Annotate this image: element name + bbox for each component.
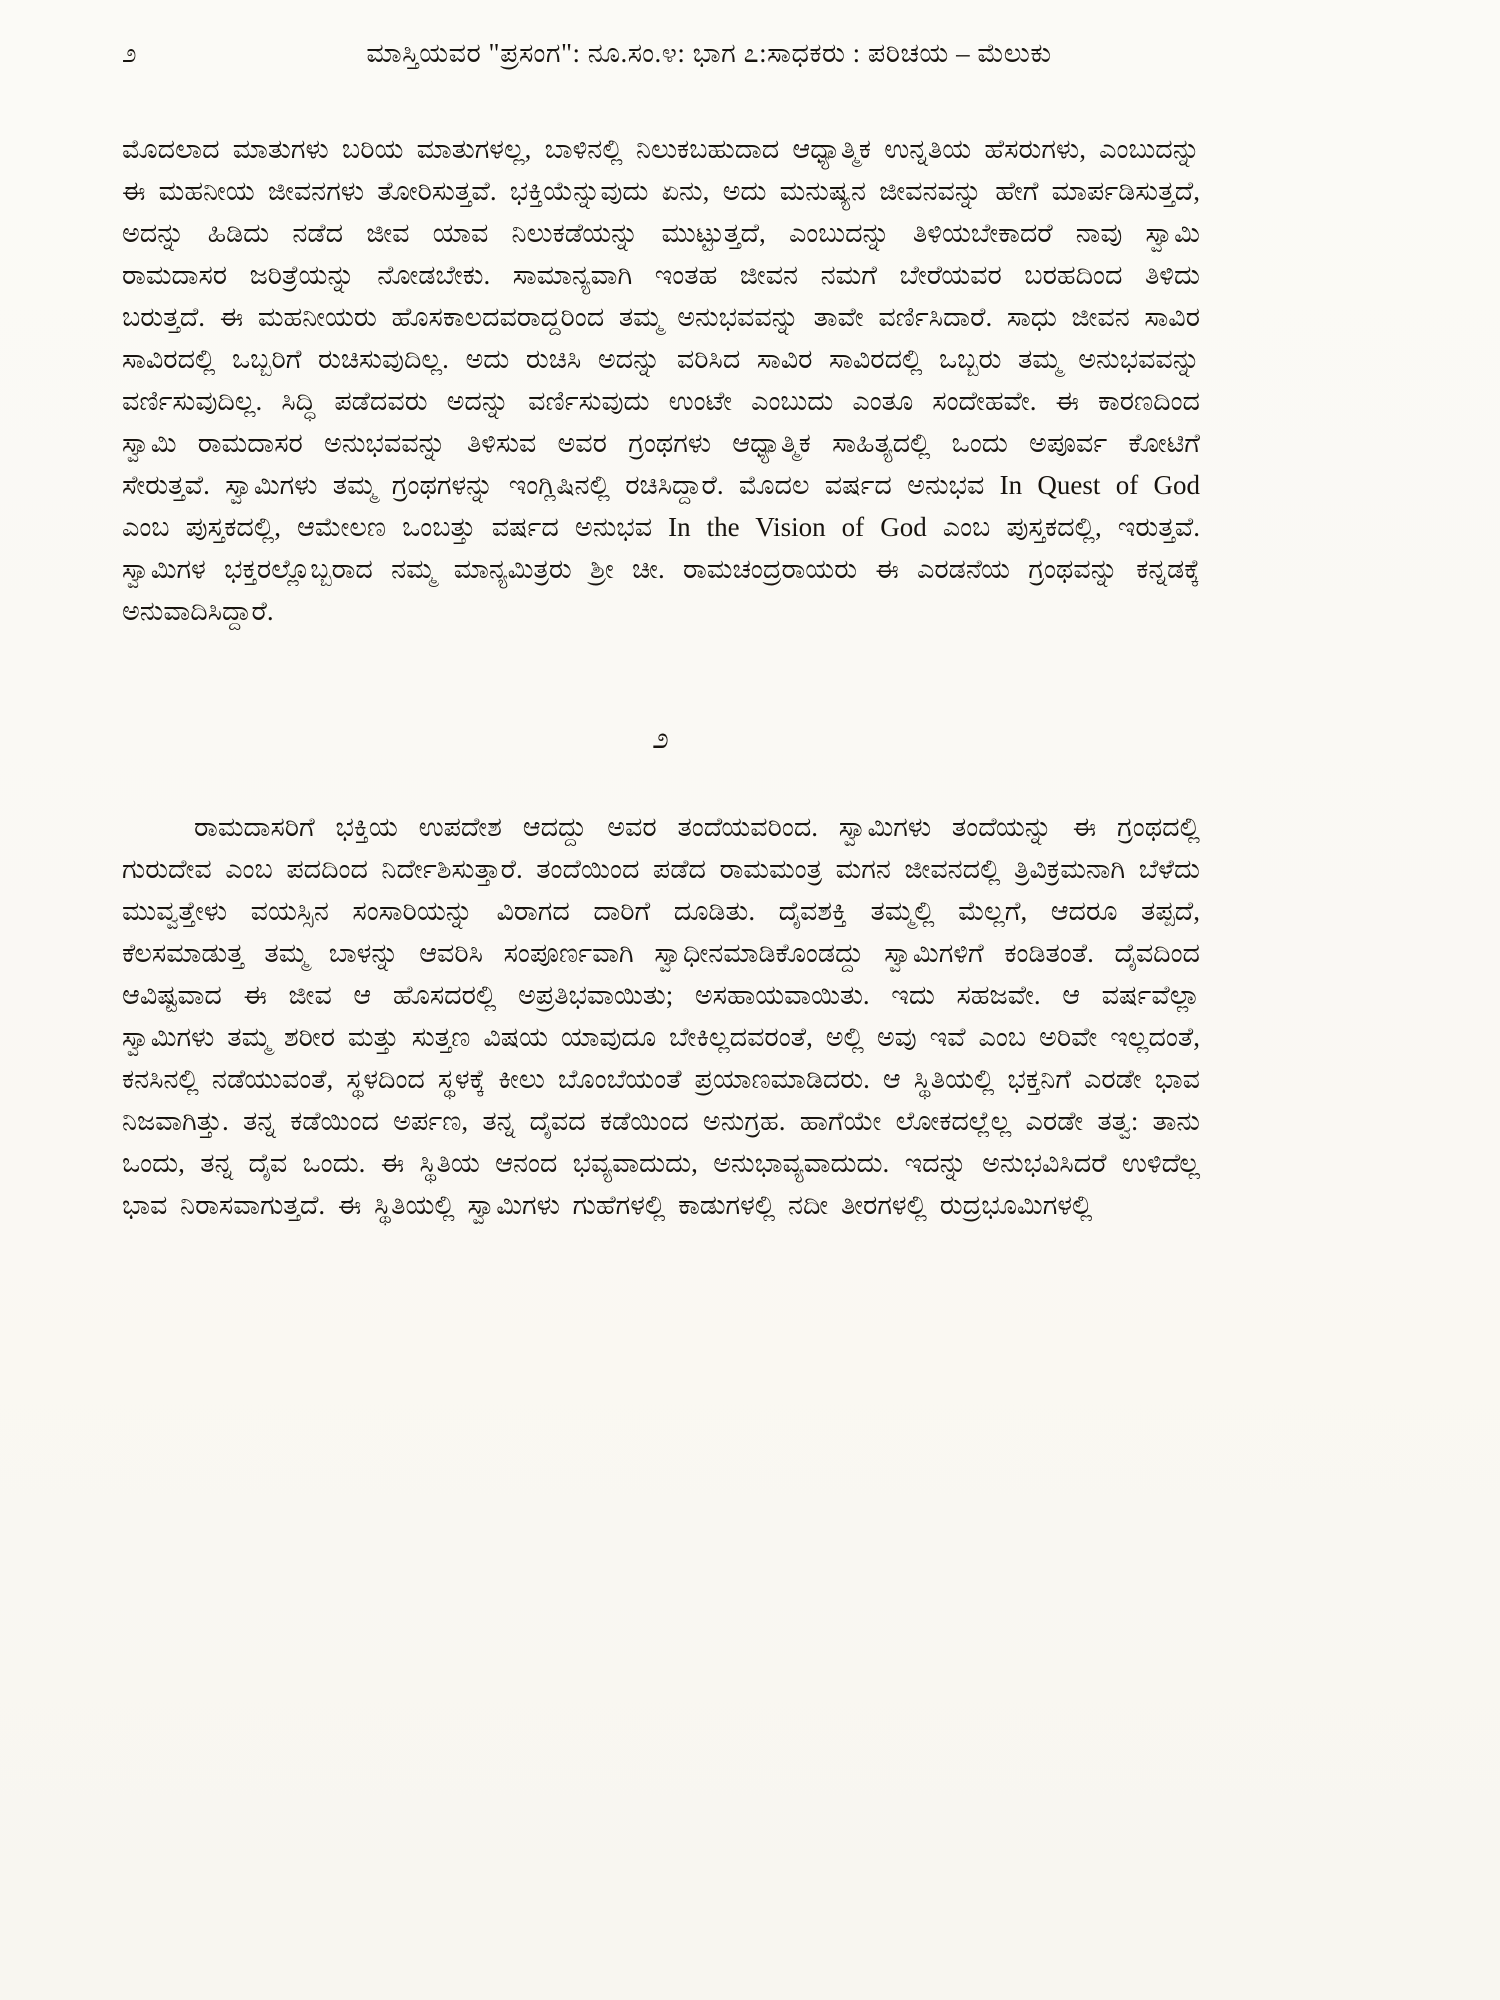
section-number-marker: ೨ (652, 722, 670, 755)
running-header (122, 38, 1200, 70)
page-body-text (122, 128, 1200, 1226)
running-header-title: ಮಾಸ್ತಿಯವರ "ಪ್ರಸಂಗ": ನೂ.ಸಂ.೪: ಭಾಗ ೭:ಸಾಧಕರು : ಪರಿಚಯ – ಮೆಲುಕು (366, 38, 1052, 68)
paragraph-1: ಮೊದಲಾದ ಮಾತುಗಳು ಬರಿಯ ಮಾತುಗಳಲ್ಲ, ಬಾಳಿನಲ್ಲಿ ನಿಲುಕಬಹುದಾದ ಆಧ್ಯಾತ್ಮಿಕ ಉನ್ನತಿಯ ಹೆಸರುಗಳು, ಎಂಬುದನ್ನು ಈ ಮಹನೀಯ ಜೀವನಗಳು ತೋರಿಸುತ್ತವೆ. ಭಕ್ತಿಯೆನ್ನುವುದು ಏನು, ಅದು ಮನುಷ್ಯನ ಜೀವನವನ್ನು ಹೇಗೆ ಮಾರ್ಪಡಿಸುತ್ತದೆ, ಅದನ್ನು ಹಿಡಿದು ನಡೆದ ಜೀವ ಯಾವ ನಿಲುಕಡೆಯನ್ನು ಮುಟ್ಟುತ್ತದೆ, ಎಂಬುದನ್ನು ತಿಳಿಯಬೇಕಾದರೆ ನಾವು ಸ್ವಾಮಿ ರಾಮದಾಸರ ಜರಿತ್ರೆಯನ್ನು ನೋಡಬೇಕು. ಸಾಮಾನ್ಯವಾಗಿ ಇಂತಹ ಜೀವನ ನಮಗೆ ಬೇರೆಯವರ ಬರಹದಿಂದ ತಿಳಿದು ಬರುತ್ತದೆ. ಈ ಮಹನೀಯರು ಹೊಸಕಾಲದವರಾದ್ದರಿಂದ ತಮ್ಮ ಅನುಭವವನ್ನು ತಾವೇ ವರ್ಣಿಸಿದಾರೆ. ಸಾಧು ಜೀವನ ಸಾವಿರ ಸಾವಿರದಲ್ಲಿ ಒಬ್ಬರಿಗೆ ರುಚಿಸುವುದಿಲ್ಲ. ಅದು ರುಚಿಸಿ ಅದನ್ನು ವರಿಸಿದ ಸಾವಿರ ಸಾವಿರದಲ್ಲಿ ಒಬ್ಬರು ತಮ್ಮ ಅನುಭವವನ್ನು ವರ್ಣಿಸುವುದಿಲ್ಲ. ಸಿದ್ಧಿ ಪಡೆದವರು ಅದನ್ನು ವರ್ಣಿಸುವುದು ಉಂಟೇ ಎಂಬುದು ಎಂತೂ ಸಂದೇಹವೇ. ಈ ಕಾರಣದಿಂದ ಸ್ವಾಮಿ ರಾಮದಾಸರ ಅನುಭವವನ್ನು ತಿಳಿಸುವ ಅವರ ಗ್ರಂಥಗಳು ಆಧ್ಯಾತ್ಮಿಕ ಸಾಹಿತ್ಯದಲ್ಲಿ ಒಂದು ಅಪೂರ್ವ ಕೋಟಿಗೆ ಸೇರುತ್ತವೆ. ಸ್ವಾಮಿಗಳು ತಮ್ಮ ಗ್ರಂಥಗಳನ್ನು ಇಂಗ್ಲಿಷಿನಲ್ಲಿ ರಚಿಸಿದ್ದಾರೆ. ಮೊದಲ ವರ್ಷದ ಅನುಭವ In Quest of God ಎಂಬ ಪುಸ್ತಕದಲ್ಲಿ, ಆಮೇಲಣ ಒಂಬತ್ತು ವರ್ಷದ ಅನುಭವ In the Vision of God ಎಂಬ ಪುಸ್ತಕದಲ್ಲಿ, ಇರುತ್ತವೆ. ಸ್ವಾಮಿಗಳ ಭಕ್ತರಲ್ಲೊಬ್ಬರಾದ ನಮ್ಮ ಮಾನ್ಯಮಿತ್ರರು ಶ್ರೀ ಚೀ. ರಾಮಚಂದ್ರರಾಯರು ಈ ಎರಡನೆಯ ಗ್ರಂಥವನ್ನು ಕನ್ನಡಕ್ಕೆ ಅನುವಾದಿಸಿದ್ದಾರೆ. (122, 134, 1200, 626)
paragraph-2: ರಾಮದಾಸರಿಗೆ ಭಕ್ತಿಯ ಉಪದೇಶ ಆದದ್ದು ಅವರ ತಂದೆಯವರಿಂದ. ಸ್ವಾಮಿಗಳು ತಂದೆಯನ್ನು ಈ ಗ್ರಂಥದಲ್ಲಿ ಗುರುದೇವ ಎಂಬ ಪದದಿಂದ ನಿರ್ದೇಶಿಸುತ್ತಾರೆ. ತಂದೆಯಿಂದ ಪಡೆದ ರಾಮಮಂತ್ರ ಮಗನ ಜೀವನದಲ್ಲಿ ತ್ರಿವಿಕ್ರಮನಾಗಿ ಬೆಳೆದು ಮುವ್ವತ್ತೇಳು ವಯಸ್ಸಿನ ಸಂಸಾರಿಯನ್ನು ವಿರಾಗದ ದಾರಿಗೆ ದೂಡಿತು. ದೈವಶಕ್ತಿ ತಮ್ಮಲ್ಲಿ ಮೆಲ್ಲಗೆ, ಆದರೂ ತಪ್ಪದೆ, ಕೆಲಸಮಾಡುತ್ತ ತಮ್ಮ ಬಾಳನ್ನು ಆವರಿಸಿ ಸಂಪೂರ್ಣವಾಗಿ ಸ್ವಾಧೀನಮಾಡಿಕೊಂಡದ್ದು ಸ್ವಾಮಿಗಳಿಗೆ ಕಂಡಿತಂತೆ. ದೈವದಿಂದ ಆವಿಷ್ಟವಾದ ಈ ಜೀವ ಆ ಹೊಸದರಲ್ಲಿ ಅಪ್ರತಿಭವಾಯಿತು; ಅಸಹಾಯವಾಯಿತು. ಇದು ಸಹಜವೇ. ಆ ವರ್ಷವೆಲ್ಲಾ ಸ್ವಾಮಿಗಳು ತಮ್ಮ ಶರೀರ ಮತ್ತು ಸುತ್ತಣ ವಿಷಯ ಯಾವುದೂ ಬೇಕಿಲ್ಲದವರಂತೆ, ಅಲ್ಲಿ ಅವು ಇವೆ ಎಂಬ ಅರಿವೇ ಇಲ್ಲದಂತೆ, ಕನಸಿನಲ್ಲಿ ನಡೆಯುವಂತೆ, ಸ್ಥಳದಿಂದ ಸ್ಥಳಕ್ಕೆ ಕೀಲು ಬೊಂಬೆಯಂತೆ ಪ್ರಯಾಣಮಾಡಿದರು. ಆ ಸ್ಥಿತಿಯಲ್ಲಿ ಭಕ್ತನಿಗೆ ಎರಡೇ ಭಾವ ನಿಜವಾಗಿತ್ತು. ತನ್ನ ಕಡೆಯಿಂದ ಅರ್ಪಣ, ತನ್ನ ದೈವದ ಕಡೆಯಿಂದ ಅನುಗ್ರಹ. ಹಾಗೆಯೇ ಲೋಕದಲ್ಲೆಲ್ಲ ಎರಡೇ ತತ್ವ: ತಾನು ಒಂದು, ತನ್ನ ದೈವ ಒಂದು. ಈ ಸ್ಥಿತಿಯ ಆನಂದ ಭವ್ಯವಾದುದು, ಅನುಭಾವ್ಯವಾದುದು. ಇದನ್ನು ಅನುಭವಿಸಿದರೆ ಉಳಿದೆಲ್ಲ ಭಾವ ನಿರಾಸವಾಗುತ್ತದೆ. ಈ ಸ್ಥಿತಿಯಲ್ಲಿ ಸ್ವಾಮಿಗಳು ಗುಹೆಗಳಲ್ಲಿ ಕಾಡುಗಳಲ್ಲಿ ನದೀ ತೀರಗಳಲ್ಲಿ ರುದ್ರಭೂಮಿಗಳಲ್ಲಿ (122, 812, 1200, 1220)
page-number: ೨ (122, 39, 138, 68)
